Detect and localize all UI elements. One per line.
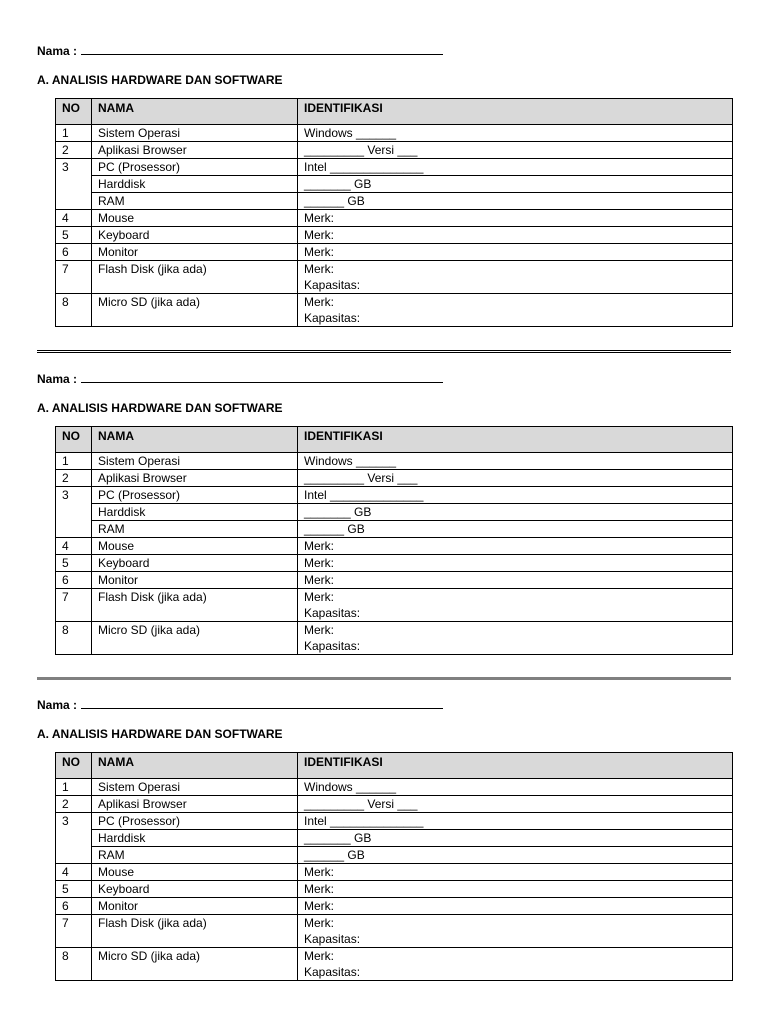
nama-field[interactable] bbox=[37, 41, 443, 59]
row-nama: RAM bbox=[92, 193, 298, 210]
table-header-row bbox=[56, 427, 733, 453]
nama-label: Nama : bbox=[37, 44, 78, 58]
row-identifikasi[interactable]: Intel ______________ bbox=[298, 159, 733, 176]
table-row bbox=[56, 142, 733, 159]
row-nama: Mouse bbox=[92, 210, 298, 227]
table-row bbox=[56, 589, 733, 622]
hardware-software-table bbox=[55, 426, 733, 655]
row-no: 5 bbox=[56, 227, 92, 244]
table-row bbox=[56, 176, 733, 193]
table-row bbox=[56, 779, 733, 796]
row-no: 4 bbox=[56, 538, 92, 555]
row-nama: RAM bbox=[92, 847, 298, 864]
row-nama: Harddisk bbox=[92, 830, 298, 847]
kapasitas-label: Kapasitas: bbox=[304, 965, 361, 979]
merk-label: Merk: bbox=[304, 916, 334, 930]
header-identifikasi: IDENTIFIKASI bbox=[298, 427, 733, 453]
merk-label: Merk: bbox=[304, 949, 334, 963]
row-identifikasi[interactable]: Intel ______________ bbox=[298, 813, 733, 830]
table-header-row bbox=[56, 99, 733, 125]
row-no: 3 bbox=[56, 159, 92, 210]
row-no: 5 bbox=[56, 881, 92, 898]
row-identifikasi[interactable]: ______ GB bbox=[298, 847, 733, 864]
row-no: 3 bbox=[56, 813, 92, 864]
row-identifikasi[interactable]: _________ Versi ___ bbox=[298, 470, 733, 487]
table-row bbox=[56, 487, 733, 504]
header-no: NO bbox=[56, 427, 92, 453]
row-identifikasi[interactable] bbox=[298, 589, 733, 622]
kapasitas-label: Kapasitas: bbox=[304, 932, 361, 946]
row-identifikasi[interactable]: Merk: bbox=[298, 898, 733, 915]
table-row bbox=[56, 193, 733, 210]
nama-label: Nama : bbox=[37, 372, 78, 386]
table-row bbox=[56, 881, 733, 898]
kapasitas-label: Kapasitas: bbox=[304, 278, 361, 292]
row-no: 1 bbox=[56, 779, 92, 796]
row-nama: Keyboard bbox=[92, 555, 298, 572]
row-identifikasi[interactable] bbox=[298, 294, 733, 327]
table-row bbox=[56, 572, 733, 589]
table-row bbox=[56, 470, 733, 487]
row-no: 4 bbox=[56, 864, 92, 881]
row-identifikasi[interactable]: Windows ______ bbox=[298, 779, 733, 796]
table-row bbox=[56, 210, 733, 227]
row-no: 6 bbox=[56, 898, 92, 915]
row-identifikasi[interactable]: Merk: bbox=[298, 881, 733, 898]
row-no: 3 bbox=[56, 487, 92, 538]
nama-label: Nama : bbox=[37, 698, 78, 712]
row-identifikasi[interactable]: _______ GB bbox=[298, 830, 733, 847]
table-row bbox=[56, 125, 733, 142]
row-identifikasi[interactable]: Windows ______ bbox=[298, 125, 733, 142]
row-nama: Aplikasi Browser bbox=[92, 796, 298, 813]
row-no: 7 bbox=[56, 261, 92, 294]
form-section-2 bbox=[0, 328, 768, 653]
row-nama: Micro SD (jika ada) bbox=[92, 294, 298, 327]
table-row bbox=[56, 521, 733, 538]
table-row bbox=[56, 159, 733, 176]
row-identifikasi[interactable]: ______ GB bbox=[298, 193, 733, 210]
row-identifikasi[interactable]: Merk: bbox=[298, 227, 733, 244]
kapasitas-label: Kapasitas: bbox=[304, 639, 361, 653]
row-nama: Flash Disk (jika ada) bbox=[92, 589, 298, 622]
nama-field[interactable] bbox=[37, 369, 443, 387]
row-no: 8 bbox=[56, 622, 92, 655]
table-row bbox=[56, 453, 733, 470]
table-row bbox=[56, 261, 733, 294]
row-nama: Flash Disk (jika ada) bbox=[92, 261, 298, 294]
header-no: NO bbox=[56, 99, 92, 125]
nama-blank-line[interactable] bbox=[81, 41, 443, 55]
row-no: 4 bbox=[56, 210, 92, 227]
section-heading: A. ANALISIS HARDWARE DAN SOFTWARE bbox=[37, 727, 283, 741]
table-row bbox=[56, 555, 733, 572]
row-identifikasi[interactable] bbox=[298, 261, 733, 294]
table-header-row bbox=[56, 753, 733, 779]
nama-field[interactable] bbox=[37, 695, 443, 713]
row-nama: PC (Prosessor) bbox=[92, 813, 298, 830]
table-row bbox=[56, 227, 733, 244]
merk-label: Merk: bbox=[304, 590, 334, 604]
row-identifikasi[interactable]: Merk: bbox=[298, 210, 733, 227]
table-row bbox=[56, 813, 733, 830]
row-nama: PC (Prosessor) bbox=[92, 159, 298, 176]
section-heading: A. ANALISIS HARDWARE DAN SOFTWARE bbox=[37, 73, 283, 87]
header-no: NO bbox=[56, 753, 92, 779]
row-identifikasi[interactable]: Merk: bbox=[298, 244, 733, 261]
row-nama: Monitor bbox=[92, 572, 298, 589]
kapasitas-label: Kapasitas: bbox=[304, 606, 361, 620]
row-nama: RAM bbox=[92, 521, 298, 538]
row-no: 6 bbox=[56, 572, 92, 589]
row-no: 1 bbox=[56, 125, 92, 142]
row-no: 8 bbox=[56, 294, 92, 327]
table-row bbox=[56, 864, 733, 881]
merk-label: Merk: bbox=[304, 295, 334, 309]
row-no: 2 bbox=[56, 142, 92, 159]
row-no: 2 bbox=[56, 470, 92, 487]
row-nama: Micro SD (jika ada) bbox=[92, 622, 298, 655]
hardware-software-table bbox=[55, 98, 733, 327]
row-no: 6 bbox=[56, 244, 92, 261]
merk-label: Merk: bbox=[304, 262, 334, 276]
row-nama: PC (Prosessor) bbox=[92, 487, 298, 504]
row-nama: Flash Disk (jika ada) bbox=[92, 915, 298, 948]
merk-label: Merk: bbox=[304, 623, 334, 637]
row-nama: Sistem Operasi bbox=[92, 779, 298, 796]
row-identifikasi[interactable]: _______ GB bbox=[298, 176, 733, 193]
hardware-software-table bbox=[55, 752, 733, 981]
nama-blank-line[interactable] bbox=[81, 695, 443, 709]
row-identifikasi[interactable]: _________ Versi ___ bbox=[298, 142, 733, 159]
table-row bbox=[56, 538, 733, 555]
table-row bbox=[56, 294, 733, 327]
row-no: 8 bbox=[56, 948, 92, 981]
table-row bbox=[56, 796, 733, 813]
row-identifikasi[interactable]: ______ GB bbox=[298, 521, 733, 538]
row-nama: Mouse bbox=[92, 864, 298, 881]
header-nama: NAMA bbox=[92, 99, 298, 125]
row-nama: Aplikasi Browser bbox=[92, 470, 298, 487]
form-section-1 bbox=[0, 0, 768, 325]
row-no: 1 bbox=[56, 453, 92, 470]
header-identifikasi: IDENTIFIKASI bbox=[298, 99, 733, 125]
header-nama: NAMA bbox=[92, 753, 298, 779]
table-row bbox=[56, 847, 733, 864]
row-no: 5 bbox=[56, 555, 92, 572]
section-heading: A. ANALISIS HARDWARE DAN SOFTWARE bbox=[37, 401, 283, 415]
table-row bbox=[56, 830, 733, 847]
row-no: 7 bbox=[56, 589, 92, 622]
row-nama: Monitor bbox=[92, 898, 298, 915]
header-nama: NAMA bbox=[92, 427, 298, 453]
row-identifikasi[interactable] bbox=[298, 948, 733, 981]
table-row bbox=[56, 622, 733, 655]
row-nama: Keyboard bbox=[92, 227, 298, 244]
row-nama: Keyboard bbox=[92, 881, 298, 898]
row-identifikasi[interactable] bbox=[298, 622, 733, 655]
row-no: 7 bbox=[56, 915, 92, 948]
table-row bbox=[56, 898, 733, 915]
table-row bbox=[56, 504, 733, 521]
table-row bbox=[56, 244, 733, 261]
row-identifikasi[interactable]: Merk: bbox=[298, 555, 733, 572]
row-nama: Micro SD (jika ada) bbox=[92, 948, 298, 981]
row-nama: Harddisk bbox=[92, 176, 298, 193]
row-identifikasi[interactable]: _______ GB bbox=[298, 504, 733, 521]
table-row bbox=[56, 915, 733, 948]
row-identifikasi[interactable]: Merk: bbox=[298, 572, 733, 589]
kapasitas-label: Kapasitas: bbox=[304, 311, 361, 325]
row-nama: Sistem Operasi bbox=[92, 453, 298, 470]
row-identifikasi[interactable]: Windows ______ bbox=[298, 453, 733, 470]
table-row bbox=[56, 948, 733, 981]
row-nama: Sistem Operasi bbox=[92, 125, 298, 142]
row-identifikasi[interactable]: Merk: bbox=[298, 538, 733, 555]
row-nama: Mouse bbox=[92, 538, 298, 555]
row-identifikasi[interactable]: _________ Versi ___ bbox=[298, 796, 733, 813]
row-nama: Harddisk bbox=[92, 504, 298, 521]
row-identifikasi[interactable]: Merk: bbox=[298, 864, 733, 881]
row-identifikasi[interactable]: Intel ______________ bbox=[298, 487, 733, 504]
nama-blank-line[interactable] bbox=[81, 369, 443, 383]
row-nama: Monitor bbox=[92, 244, 298, 261]
row-nama: Aplikasi Browser bbox=[92, 142, 298, 159]
row-no: 2 bbox=[56, 796, 92, 813]
form-section-3 bbox=[0, 654, 768, 979]
header-identifikasi: IDENTIFIKASI bbox=[298, 753, 733, 779]
row-identifikasi[interactable] bbox=[298, 915, 733, 948]
